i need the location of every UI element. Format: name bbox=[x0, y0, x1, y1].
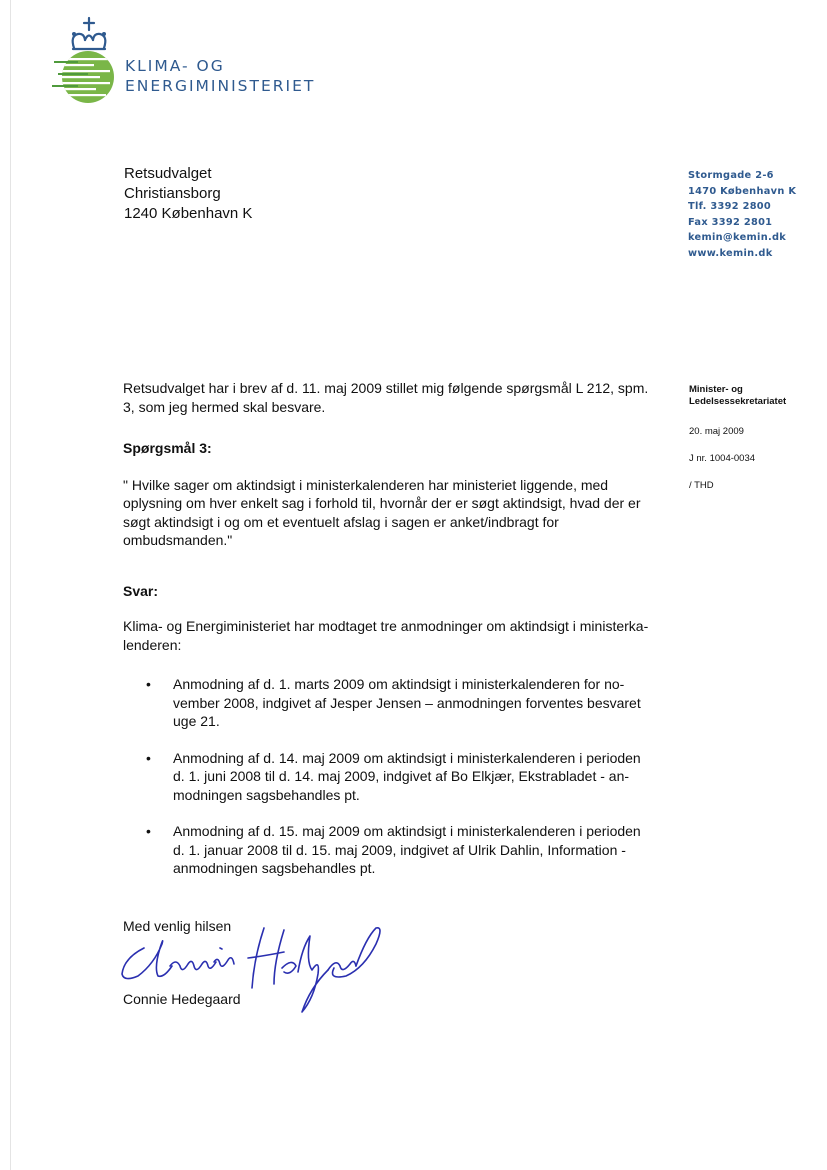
ministry-name-line1: KLIMA- OG bbox=[125, 57, 225, 75]
department-line1: Minister- og bbox=[689, 384, 743, 395]
letter-body bbox=[123, 379, 658, 896]
intro-paragraph: Retsudvalget har i brev af d. 11. maj 2009 stillet mig følgende spørgsmål L 212, spm. 3, som jeg hermed skal besvare. bbox=[123, 380, 649, 415]
letter-meta bbox=[689, 384, 819, 491]
list-item bbox=[123, 749, 653, 805]
journal-number: J nr. 1004-0034 bbox=[689, 453, 756, 464]
contact-fax: Fax 3392 2801 bbox=[688, 216, 773, 228]
letter-date: 20. maj 2009 bbox=[689, 426, 744, 437]
contact-street: Stormgade 2-6 bbox=[688, 170, 774, 181]
reference-initials: / THD bbox=[689, 480, 714, 491]
list-item bbox=[123, 675, 653, 731]
bullet-icon: • bbox=[146, 823, 151, 839]
request-text: Anmodning af d. 1. marts 2009 om aktindsigt i ministerkalenderen for no-vember 2008, indgivet af Jesper Jensen – anmodningen forventes besvaret uge 21. bbox=[173, 676, 641, 729]
ministry-name bbox=[125, 56, 315, 96]
bullet-icon: • bbox=[146, 749, 151, 766]
signer-name: Connie Hedegaard bbox=[123, 991, 241, 1007]
contact-city: 1470 København K bbox=[688, 185, 797, 197]
crown-globe-logo-icon bbox=[44, 14, 134, 106]
department-line2: Ledelsessekretariatet bbox=[689, 396, 787, 407]
answer-heading: Svar: bbox=[123, 582, 159, 599]
question-paragraph: " Hvilke sager om aktindsigt i ministerkalenderen har ministeriet liggende, med oplysning om hver enkelt sag i forhold til, hvornår der er søgt aktindsigt, hvad der er søgt aktindsigt i og om et eventuelt afslag i sagen er anket/indbragt for ombudsmanden." bbox=[123, 476, 641, 548]
answer-intro-paragraph: Klima- og Energiministeriet har modtaget tre anmodninger om aktindsigt i ministerka-lenderen: bbox=[123, 618, 649, 653]
request-text: Anmodning af d. 15. maj 2009 om aktindsigt i ministerkalenderen i perioden d. 1. januar 2008 til d. 15. maj 2009, indgivet af Ulrik Dahlin, Information - anmodningen sagsbehandles pt. bbox=[173, 823, 641, 876]
recipient-line3: 1240 København K bbox=[124, 205, 253, 222]
page-edge-line bbox=[10, 0, 11, 1170]
contact-email: kemin@kemin.dk bbox=[688, 232, 787, 243]
recipient-address bbox=[124, 164, 252, 224]
request-list bbox=[123, 675, 658, 878]
question-heading: Spørgsmål 3: bbox=[123, 440, 212, 456]
closing-greeting: Med venlig hilsen bbox=[123, 918, 232, 934]
contact-phone: Tlf. 3392 2800 bbox=[688, 201, 772, 212]
department bbox=[689, 384, 819, 408]
list-item bbox=[123, 822, 653, 878]
bullet-icon: • bbox=[146, 676, 151, 692]
recipient-line1: Retsudvalget bbox=[124, 165, 212, 182]
contact-block bbox=[688, 168, 796, 261]
ministry-name-line2: ENERGIMINISTERIET bbox=[125, 77, 316, 95]
recipient-line2: Christiansborg bbox=[124, 185, 221, 202]
contact-web: www.kemin.dk bbox=[688, 247, 773, 259]
request-text: Anmodning af d. 14. maj 2009 om aktindsigt i ministerkalenderen i perioden d. 1. juni 2008 til d. 14. maj 2009, indgivet af Bo Elkjær, Ekstrabladet - an-modningen sagsbehandles pt. bbox=[173, 749, 641, 803]
